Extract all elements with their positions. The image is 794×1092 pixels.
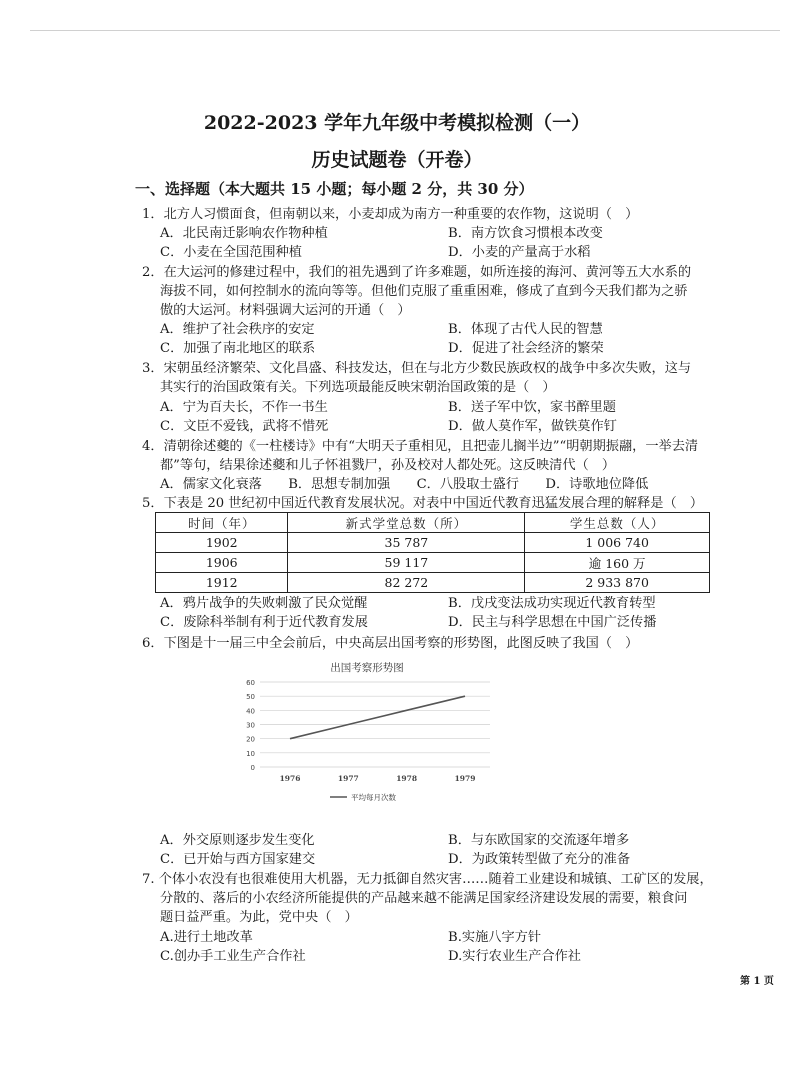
question-6-option-b: B．与东欧国家的交流逐年增多: [448, 833, 630, 848]
education-table: [155, 512, 710, 593]
question-3-line-1: 3．宋朝虽经济繁荣、文化昌盛、科技发达，但在与北方少数民族政权的战争中多次失败，这与: [142, 361, 692, 376]
y-tick-label: 20: [246, 735, 255, 744]
question-6-option-d: D．为政策转型做了充分的准备: [448, 852, 631, 867]
y-tick-label: 40: [246, 707, 255, 716]
table-row: [156, 553, 710, 573]
question-1-stem: 1．北方人习惯面食，但南朝以来，小麦却成为南方一种重要的农作物，这说明（ ）: [142, 207, 639, 222]
y-tick-label: 30: [246, 721, 255, 730]
question-4-line-2: 都”等句，结果徐述夔和儿子怀祖戮尸，孙及校对人都处死。这反映清代（ ）: [160, 458, 616, 473]
question-7-option-d: D.实行农业生产合作社: [448, 949, 581, 964]
question-3-option-d: D．做人莫作军，做铁莫作钉: [448, 419, 617, 434]
table-header-cell: 学生总数（人）: [525, 513, 710, 533]
question-4-options: A．儒家文化衰落 B．思想专制加强 C．八股取士盛行 D．诗歌地位降低: [160, 477, 649, 492]
x-tick-label: 1976: [279, 774, 301, 783]
question-7-line-1: 7. 个体小农没有也很难使用大机器，无力抵御自然灾害……随着工业建设和城镇、工矿区的发展，: [142, 872, 713, 887]
x-tick-label: 1979: [454, 774, 476, 783]
question-1-option-c: C．小麦在全国范围种植: [160, 245, 302, 260]
question-4-line-1: 4．清朝徐述夔的《一柱楼诗》中有“大明天子重相见，且把壶儿搁半边”“明朝期振翮，一举去清: [142, 439, 699, 454]
question-2-option-b: B．体现了古代人民的智慧: [448, 322, 603, 337]
question-5-option-c: C．废除科举制有利于近代教育发展: [160, 615, 368, 630]
question-2-line-3: 傲的大运河。材料强调大运河的开通（ ）: [160, 303, 411, 318]
table-cell: 1912: [156, 573, 288, 593]
question-7-option-b: B.实施八字方针: [448, 930, 542, 945]
y-tick-label: 10: [246, 749, 255, 758]
series-line: [290, 696, 465, 739]
table-cell: 1906: [156, 553, 288, 573]
question-2-option-d: D．促进了社会经济的繁荣: [448, 341, 604, 356]
table-row: [156, 573, 710, 593]
question-5-option-b: B．戊戌变法成功实现近代教育转型: [448, 596, 656, 611]
question-7-line-2: 分散的、落后的小农经济所能提供的产品越来越不能满足国家经济建设发展的需要，粮食问: [160, 891, 688, 906]
question-6-stem: 6．下图是十一届三中全会前后，中央高层出国考察的形势图，此图反映了我国（ ）: [142, 636, 639, 651]
y-tick-label: 50: [246, 693, 255, 702]
y-tick-label: 60: [246, 679, 255, 687]
exam-title: 2022-2023 学年九年级中考模拟检测（一）: [203, 112, 591, 134]
page-number: 第 1 页: [740, 976, 774, 987]
table-cell: 逾 160 万: [525, 553, 710, 573]
scan-edge-line: [30, 30, 780, 31]
question-2-option-a: A．维护了社会秩序的安定: [160, 322, 315, 337]
question-3-option-b: B．送子军中饮，家书醉里题: [448, 400, 616, 415]
table-header-cell: 新式学堂总数（所）: [288, 513, 525, 533]
question-6-option-c: C．已开始与西方国家建交: [160, 852, 316, 867]
table-header-cell: 时间（年）: [156, 513, 288, 533]
question-3-option-a: A．宁为百夫长，不作一书生: [160, 400, 328, 415]
question-5-option-d: D．民主与科学思想在中国广泛传播: [448, 615, 657, 630]
line-chart: [225, 672, 505, 812]
exam-subtitle: 历史试题卷（开卷）: [311, 149, 483, 171]
table-header-row: [156, 513, 710, 533]
chart-title: 出国考察形势图: [330, 662, 404, 674]
question-7-option-a: A.进行土地改革: [160, 930, 253, 945]
x-tick-label: 1978: [396, 774, 418, 783]
question-3-option-c: C．文臣不爱钱，武将不惜死: [160, 419, 329, 434]
question-7-option-c: C.创办手工业生产合作社: [160, 949, 306, 964]
question-2-option-c: C．加强了南北地区的联系: [160, 341, 316, 356]
question-3-line-2: 其实行的治国政策有关。下列选项最能反映宋朝治国政策的是（ ）: [160, 380, 556, 395]
section-heading: 一、选择题（本大题共 15 小题；每小题 2 分，共 30 分）: [135, 180, 534, 198]
table-cell: 1 006 740: [525, 533, 710, 553]
question-7-line-3: 题日益严重。为此，党中央（ ）: [160, 910, 358, 925]
table-row: [156, 533, 710, 553]
question-1-option-d: D．小麦的产量高于水稻: [448, 245, 591, 260]
table-cell: 82 272: [288, 573, 525, 593]
question-6-option-a: A．外交原则逐步发生变化: [160, 833, 315, 848]
table-cell: 2 933 870: [525, 573, 710, 593]
question-2-line-1: 2．在大运河的修建过程中，我们的祖先遇到了许多难题，如所连接的海河、黄河等五大水系的: [142, 265, 692, 280]
table-cell: 1902: [156, 533, 288, 553]
table-cell: 35 787: [288, 533, 525, 553]
y-tick-label: 0: [250, 764, 255, 772]
question-2-line-2: 海拔不同，如何控制水的流向等等。但他们克服了重重困难，修成了直到今天我们都为之骄: [160, 284, 688, 299]
question-1-option-b: B．南方饮食习惯根本改变: [448, 226, 603, 241]
question-5-stem: 5．下表是 20 世纪初中国近代教育发展状况。对表中中国近代教育迅猛发展合理的解释是（ ）: [142, 496, 704, 511]
question-1-option-a: A．北民南迁影响农作物种植: [160, 226, 328, 241]
legend-label: 平均每月次数: [351, 793, 396, 802]
x-tick-label: 1977: [337, 774, 359, 783]
table-cell: 59 117: [288, 553, 525, 573]
question-5-option-a: A．鸦片战争的失败刺激了民众觉醒: [160, 596, 368, 611]
